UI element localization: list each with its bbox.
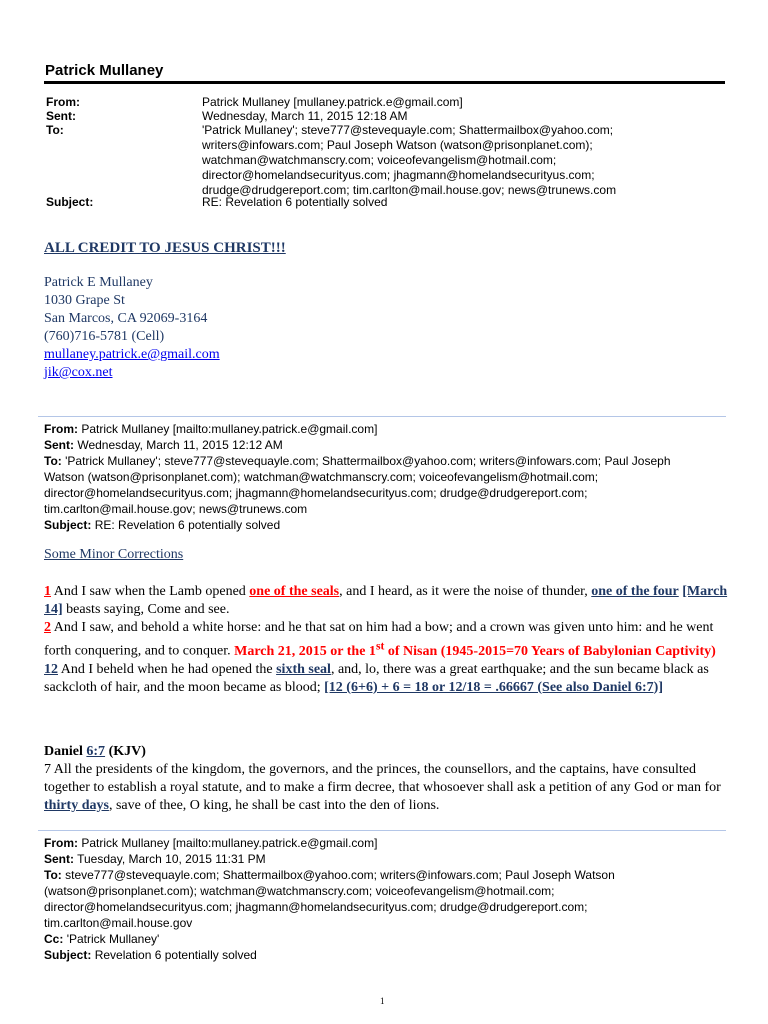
sent-label: Sent: [46,109,76,123]
fw1-subject-label: Subject: [44,518,92,532]
fw1-from: Patrick Mullaney [mailto:mullaney.patrick.e@gmail.com] [81,422,378,436]
signature-email2-row [44,364,113,382]
signature-phone: (760)716-5781 (Cell) [44,329,165,344]
fw2-from: Patrick Mullaney [mailto:mullaney.patrick.e@gmail.com] [81,836,378,850]
highlight-march14: [March 14] [44,584,728,617]
forward-divider [38,416,726,417]
subject-value: RE: Revelation 6 potentially solved [202,195,388,209]
verse-number[interactable]: 12 [44,661,58,677]
fw2-sent: Tuesday, March 10, 2015 11:31 PM [77,852,266,866]
verse-number[interactable]: 2 [44,620,51,635]
fw1-sent-label: Sent: [44,438,74,452]
fw2-subject-label: Subject: [44,948,92,962]
verse-1: 1 And I saw when the Lamb opened one of the seals, and I heard, as it were the noise of thunder, one of the four [March 14] beasts saying, Come and see. [44,584,728,617]
to-line: drudge@drudgereport.com; tim.carlton@mail.house.gov; news@trunews.com [202,183,617,197]
highlight-calculation: [12 (6+6) + 6 = 18 or 12/18 = .66667 (See also Daniel 6:7)] [324,679,663,695]
verse-block [44,583,734,697]
fw2-from-label: From: [44,836,78,850]
fw1-header [44,421,671,533]
signature-email-row [44,346,220,364]
signature-name: Patrick E Mullaney [44,275,153,290]
page-number: 1 [380,996,385,1006]
highlight-four: one of the four [591,584,679,599]
from-label: From: [46,95,80,109]
fw2-cc: 'Patrick Mullaney' [66,932,160,946]
to-line: director@homelandsecurityus.com; jhagmann@homelandsecurityus.com; [202,168,595,182]
fw2-to-line: tim.carlton@mail.house.gov [44,916,193,930]
to-line: writers@infowars.com; Paul Joseph Watson (watson@prisonplanet.com); [202,138,593,152]
fw1-to: 'Patrick Mullaney'; steve777@stevequayle.com; Shattermailbox@yahoo.com; writers@infowars.com; Paul Joseph [65,454,671,468]
fw2-cc-label: Cc: [44,932,64,946]
fw2-sent-label: Sent: [44,852,74,866]
forward-divider [38,830,726,831]
to-label: To: [46,123,64,137]
highlight-thirty-days: thirty days [44,798,109,813]
fw1-to-line: tim.carlton@mail.house.gov; news@trunews.com [44,502,308,516]
fw1-subject: RE: Revelation 6 potentially solved [94,518,281,532]
minor-corrections-heading: Some Minor Corrections [44,547,184,562]
daniel-heading: Daniel 6:7 (KJV) [44,744,146,759]
sent-value: Wednesday, March 11, 2015 12:18 AM [202,109,408,123]
fw1-to-line: Watson (watson@prisonplanet.com); watchman@watchmanscry.com; voiceofevangelism@hotmail.com; [44,470,599,484]
to-line: 'Patrick Mullaney'; steve777@stevequayle.com; Shattermailbox@yahoo.com; [202,123,614,137]
signature-city: San Marcos, CA 92069-3164 [44,311,208,326]
to-line: watchman@watchmanscry.com; voiceofevangelism@hotmail.com; [202,153,557,167]
signature-street: 1030 Grape St [44,293,125,308]
verse-2: 2 And I saw, and behold a white horse: and he that sat on him had a bow; and a crown was given unto him: and he went forth conquering, and to conquer. March 21, 2015 or the 1st of Nisan (1945-2015=70 Years of Babylonian Captivity) [44,620,716,659]
highlight-nisan: March 21, 2015 or the 1st of Nisan (1945-2015=70 Years of Babylonian Captivity) [234,639,716,659]
fw2-header [44,835,615,963]
daniel-ref-link[interactable]: 6:7 [86,744,106,759]
fw2-to-line: (watson@prisonplanet.com); watchman@watchmanscry.com; voiceofevangelism@hotmail.com; [44,884,555,898]
highlight-sixth-seal: sixth seal [276,661,331,677]
fw1-to-label: To: [44,454,62,468]
fw2-to-line: director@homelandsecurityus.com; jhagmann@homelandsecurityus.com; drudge@drudgereport.com; [44,900,588,914]
fw1-to-line: director@homelandsecurityus.com; jhagmann@homelandsecurityus.com; drudge@drudgereport.com; [44,486,588,500]
daniel-text: 7 All the presidents of the kingdom, the governors, and the princes, the counsellors, and the captains, have consulted together to establish a royal statute, and to make a firm decree, that whosoever shall ask a petition of any God or man for thirty days, save of thee, O king, he shall be cast into the den of lions. [44,762,721,813]
header-rule [44,81,725,84]
fw1-from-label: From: [44,422,78,436]
verse-12: 12 And I beheld when he had opened the sixth seal, and, lo, there was a great earthquake; and the sun became black as sackcloth of hair, and the moon became as blood; [12 (6+6) + 6 = 18 or 12/18 = .66667 (See also Daniel 6:7)] [44,661,709,695]
highlight-seals: one of the seals [249,584,340,599]
signature-email2-link[interactable]: jik@cox.net [44,365,113,380]
fw2-to: steve777@stevequayle.com; Shattermailbox@yahoo.com; writers@infowars.com; Paul Joseph Watson [65,868,615,882]
from-value: Patrick Mullaney [mullaney.patrick.e@gmail.com] [202,95,463,109]
signature-email-link[interactable]: mullaney.patrick.e@gmail.com [44,347,220,362]
verse-number[interactable]: 1 [44,584,51,599]
subject-label: Subject: [46,195,94,209]
credit-heading: ALL CREDIT TO JESUS CHRIST!!! [44,240,286,256]
fw2-to-label: To: [44,868,62,882]
fw1-sent: Wednesday, March 11, 2015 12:12 AM [77,438,283,452]
fw2-subject: Revelation 6 potentially solved [94,948,257,962]
document-owner: Patrick Mullaney [45,62,164,79]
to-recipients [202,123,616,198]
